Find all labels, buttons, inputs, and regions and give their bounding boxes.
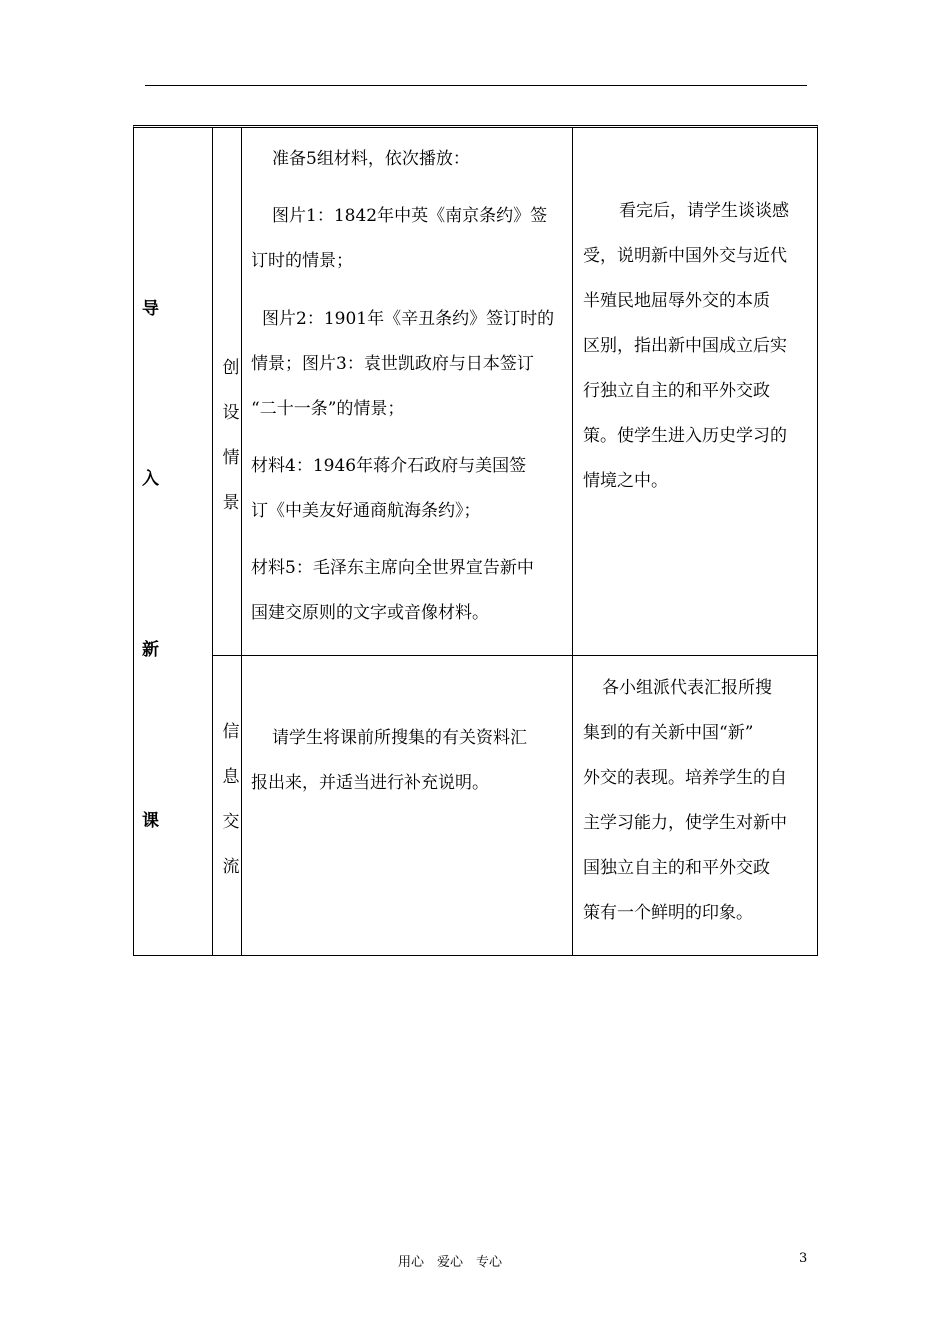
- row2-purpose-line: 国独立自主的和平外交政: [583, 858, 770, 878]
- row2-purpose-line: 策有一个鲜明的印象。: [583, 903, 753, 923]
- row2-purpose-line: 各小组派代表汇报所搜: [602, 678, 772, 698]
- lesson-table: [133, 125, 818, 956]
- row1-purpose-line: 看完后，请学生谈谈感: [619, 201, 789, 221]
- row1-content-line: 订时的情景；: [251, 251, 353, 271]
- row1-content-line: “二十一条”的情景；: [251, 399, 405, 419]
- row1-content-line: 图片1：1842年中英《南京条约》签: [272, 206, 548, 226]
- row1-label-char: 景: [222, 493, 240, 513]
- row1-content-line: 订《中美友好通商航海条约》；: [251, 501, 481, 521]
- footer-motto: 用心 爱心 专心: [398, 1255, 503, 1270]
- row2-content-line: 报出来，并适当进行补充说明。: [251, 773, 489, 793]
- column-divider: [241, 128, 242, 955]
- row1-content-line: 材料5：毛泽东主席向全世界宣告新中: [251, 558, 534, 578]
- row1-purpose-line: 区别，指出新中国成立后实: [583, 336, 787, 356]
- row1-content-line: 情景；图片3：袁世凯政府与日本签订: [251, 354, 534, 374]
- row1-label-char: 情: [222, 448, 240, 468]
- section-char: 入: [142, 469, 159, 489]
- row2-purpose-line: 集到的有关新中国“新”: [583, 723, 754, 743]
- row-divider: [212, 655, 817, 656]
- row1-purpose-line: 策。使学生进入历史学习的: [583, 426, 787, 446]
- row1-content-line: 图片2：1901年《辛丑条约》签订时的: [262, 309, 555, 329]
- row1-content-line: 国建交原则的文字或音像材料。: [251, 603, 489, 623]
- row2-content-line: 请学生将课前所搜集的有关资料汇: [272, 728, 527, 748]
- row1-content-line: 准备5组材料，依次播放：: [272, 149, 470, 169]
- row2-label-char: 流: [222, 857, 240, 877]
- row2-purpose-line: 外交的表现。培养学生的自: [583, 768, 787, 788]
- row2-purpose-line: 主学习能力，使学生对新中: [583, 813, 787, 833]
- column-divider: [212, 128, 213, 955]
- column-divider: [572, 128, 573, 955]
- section-char: 新: [142, 640, 159, 660]
- row1-purpose-line: 情境之中。: [583, 471, 668, 491]
- row1-purpose-line: 受，说明新中国外交与近代: [583, 246, 787, 266]
- row2-label-char: 息: [222, 767, 240, 787]
- row1-label-char: 创: [222, 358, 240, 378]
- row2-label-char: 交: [222, 812, 240, 832]
- page-number: 3: [799, 1251, 808, 1266]
- section-char: 导: [142, 299, 159, 319]
- section-char: 课: [142, 811, 159, 831]
- row1-purpose-line: 行独立自主的和平外交政: [583, 381, 770, 401]
- header-rule: [145, 85, 807, 86]
- row2-label-char: 信: [222, 722, 240, 742]
- row1-content-line: 材料4：1946年蒋介石政府与美国签: [251, 456, 527, 476]
- row1-purpose-line: 半殖民地屈辱外交的本质: [583, 291, 770, 311]
- row1-label-char: 设: [222, 403, 240, 423]
